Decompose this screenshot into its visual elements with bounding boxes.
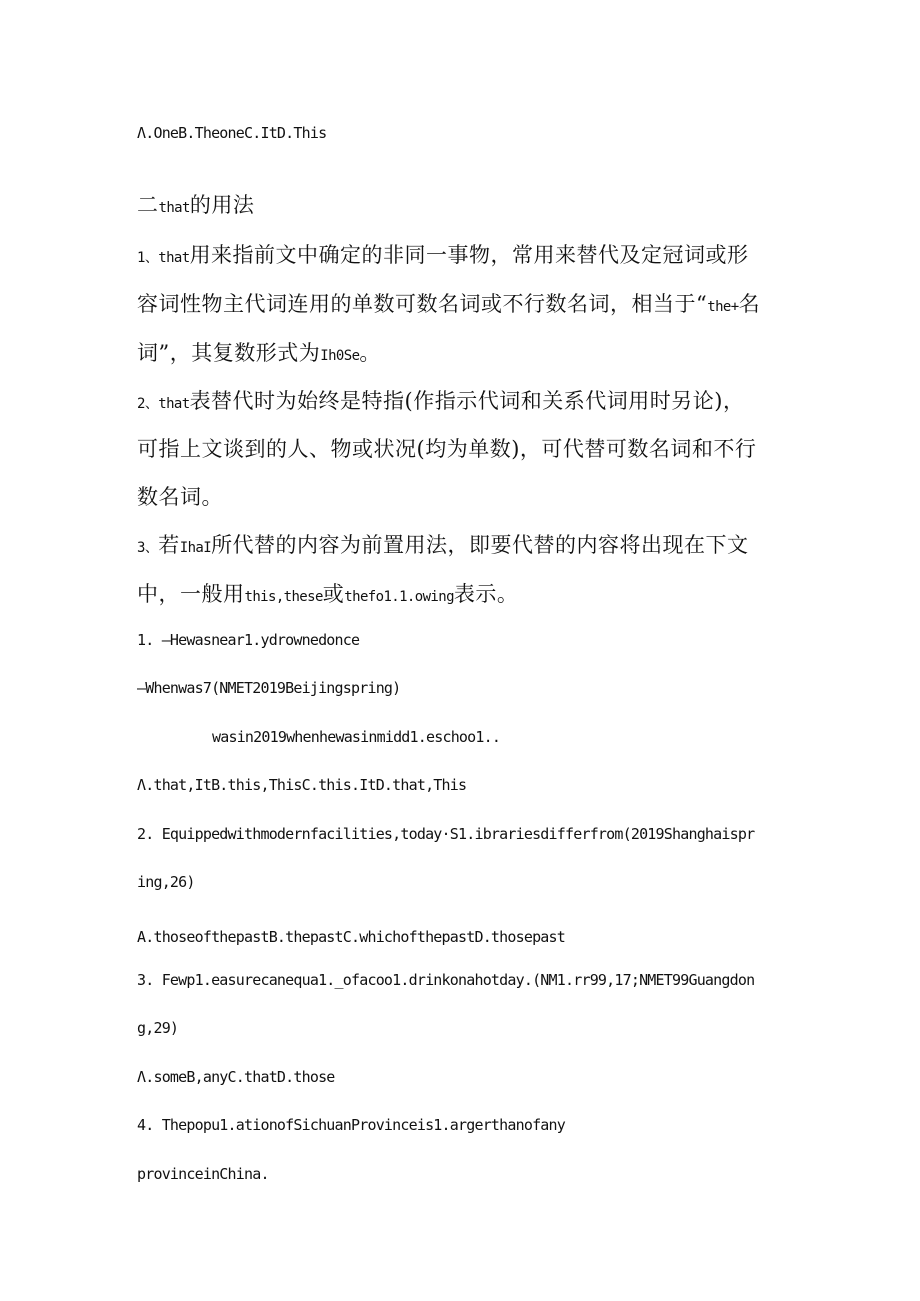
question-3-options: Λ.someB,anyC.thatD.those <box>137 1068 335 1086</box>
section-heading-suffix: 的用法 <box>189 193 255 217</box>
rule-line <box>137 337 381 367</box>
text-segment: 所代替的内容为前置用法，即要代替的内容将出现在下文 <box>211 533 749 557</box>
section-heading-word: that <box>158 200 190 216</box>
rule-line <box>137 433 756 463</box>
question-1-stem: 1. —Hewasnear1.ydrownedonce <box>137 631 360 649</box>
rule-line <box>137 529 749 559</box>
question-3-stem: 3. Fewp1.easurecanequa1._ofacoo1.drinkonahotday.(NM1.rr99,17;NMET99Guangdon <box>137 971 755 989</box>
latin-segment: that <box>158 396 190 412</box>
rule-line <box>137 239 749 269</box>
text-segment: 中，一般用 <box>137 582 245 606</box>
rule-line <box>137 385 744 415</box>
latin-segment: Ih0Se <box>320 348 360 364</box>
latin-segment: 1、 <box>137 250 159 266</box>
text-segment: 容词性物主代词连用的单数可数名词或不行数名词，相当于“ <box>137 292 708 316</box>
text-segment: 用来指前文中确定的非同一事物，常用来替代及定冠词或形 <box>189 243 749 267</box>
latin-segment: 2、 <box>137 396 159 412</box>
question-3-stem-continuation: g,29) <box>137 1019 179 1037</box>
section-heading-prefix: 二 <box>137 193 159 217</box>
question-2-stem-continuation: ing,26) <box>137 873 195 891</box>
latin-segment: thefo1.1.owing <box>344 589 454 605</box>
latin-segment: IhaI <box>179 540 212 556</box>
text-segment: 或 <box>322 582 345 606</box>
previous-answer-options: Λ.OneB.TheoneC.ItD.This <box>137 124 327 142</box>
question-2-options: A.thoseofthepastB.thepastC.whichofthepastD.thosepast <box>137 928 566 946</box>
latin-segment: 3、 <box>137 540 159 556</box>
latin-segment: this,these <box>244 589 323 605</box>
question-4-stem: 4. Thepopu1.ationofSichuanProvinceis1.argerthanofany <box>137 1116 566 1134</box>
question-2-stem: 2. Equippedwithmodernfacilities,today·S1.ibrariesdifferfrom(2019Shanghaispr <box>137 825 755 843</box>
question-1-continuation: wasin2019whenhewasinmidd1.eschoo1.. <box>212 728 501 746</box>
rule-line <box>137 288 760 318</box>
text-segment: 若 <box>158 533 180 557</box>
question-1-dialogue: —Whenwas7(NMET2019Beijingspring) <box>137 679 401 697</box>
text-segment: 词”，其复数形式为 <box>137 341 321 365</box>
section-heading <box>137 189 254 219</box>
latin-segment: the+ <box>707 299 739 315</box>
text-segment: 名 <box>738 292 761 316</box>
latin-segment: that <box>158 250 190 266</box>
text-segment: 表示。 <box>453 582 519 606</box>
text-segment: 。 <box>359 341 381 365</box>
rule-line <box>137 578 518 608</box>
question-4-stem-continuation: provinceinChina. <box>137 1165 269 1183</box>
text-segment: 表替代时为始终是特指(作指示代词和关系代词用时另论)， <box>189 389 745 413</box>
rule-line <box>137 481 223 511</box>
text-segment: 可指上文谈到的人、物或状况(均为单数)，可代替可数名词和不行 <box>137 437 757 461</box>
question-1-options: Λ.that,ItB.this,ThisC.this.ItD.that,This <box>137 776 467 794</box>
text-segment: 数名词。 <box>137 485 223 509</box>
